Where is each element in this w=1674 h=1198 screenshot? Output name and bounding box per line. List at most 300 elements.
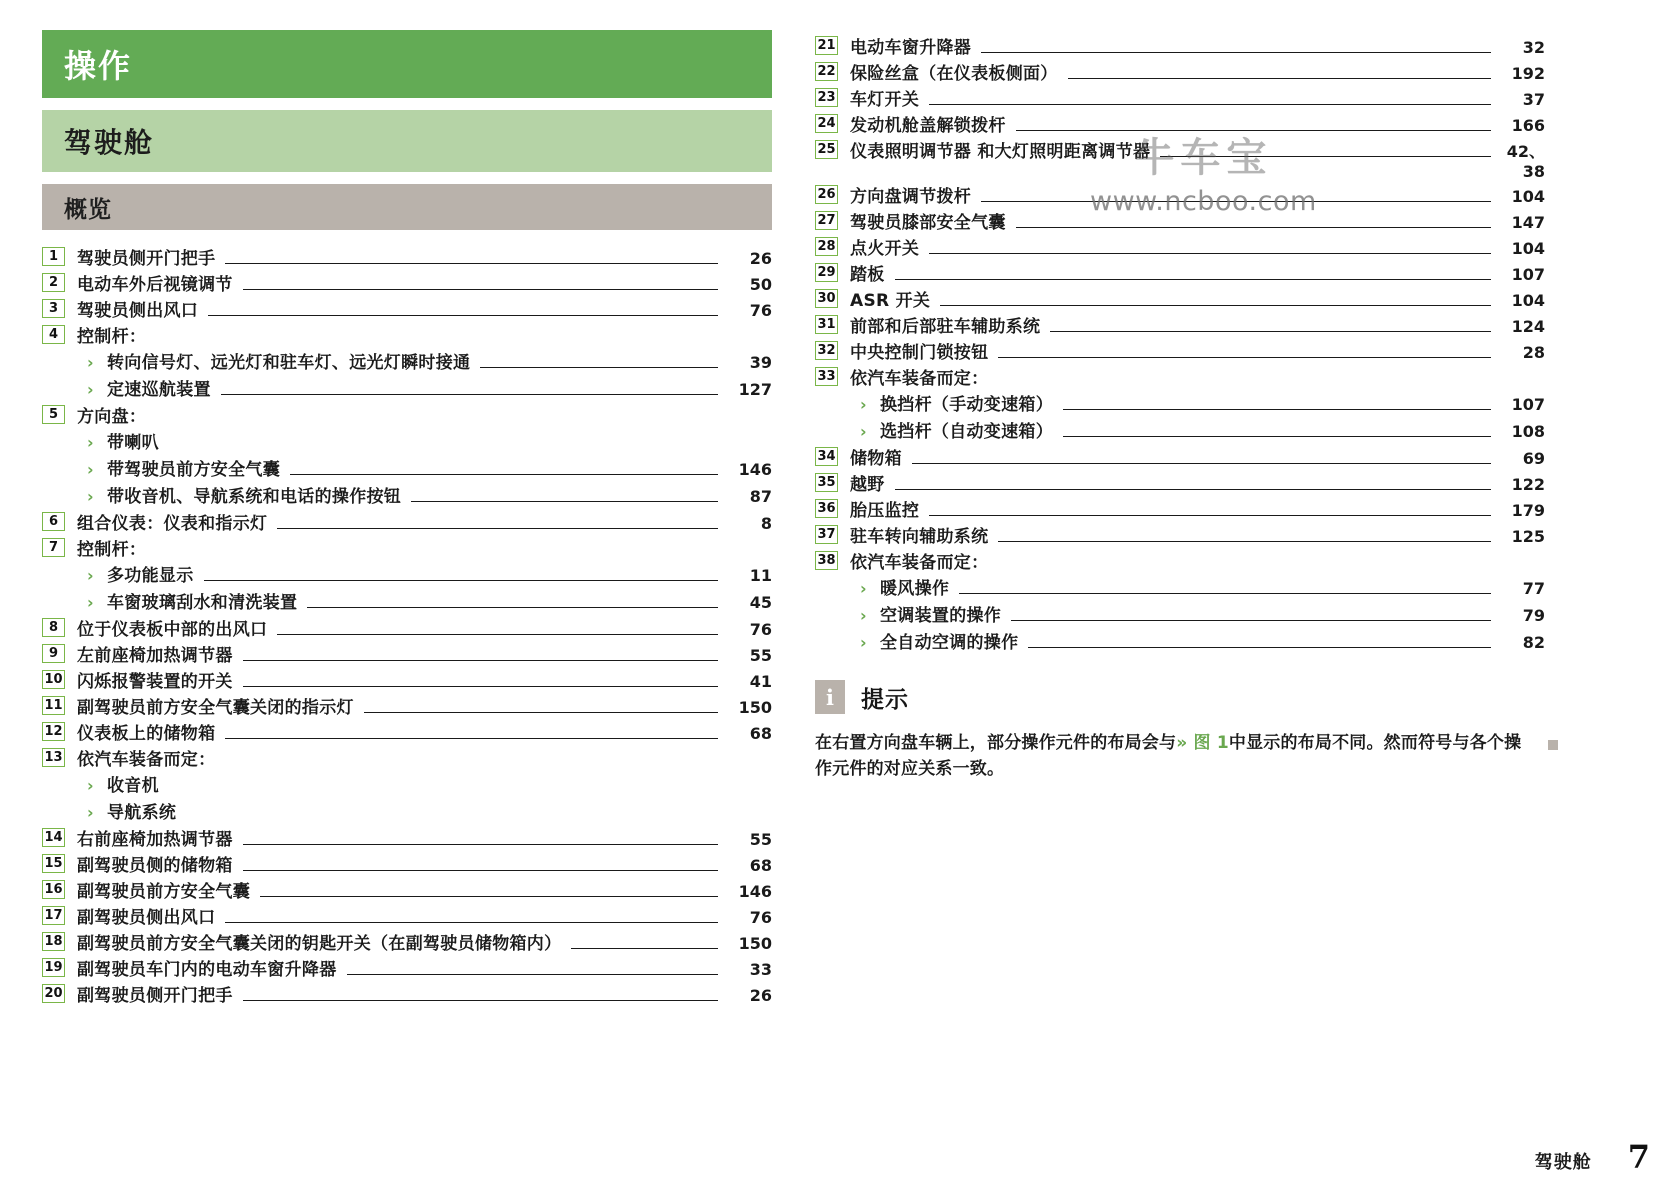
leader-line [225, 263, 718, 264]
toc-entry-label: 方向盘调节拨杆 [850, 187, 972, 207]
toc-entry[interactable] [815, 85, 1545, 110]
entry-number-box: 35 [815, 473, 838, 492]
toc-entry-page-number: 76 [749, 908, 772, 927]
toc-entry[interactable] [815, 208, 1545, 233]
toc-entry[interactable] [42, 851, 772, 876]
toc-entry-body [87, 561, 772, 587]
entry-number-box: 19 [42, 958, 65, 977]
toc-entry-page-number: 150 [738, 934, 772, 953]
toc-entry-page-number: 55 [749, 830, 772, 849]
toc-entry-label: 副驾驶员前方安全气囊 [77, 882, 250, 902]
subsection-title: 概览 [64, 196, 112, 223]
toc-entry-page-number: 146 [738, 460, 772, 479]
info-icon: i [815, 680, 845, 714]
toc-entry-body [77, 929, 772, 954]
toc-entry-body [77, 509, 772, 534]
toc-entry[interactable] [42, 981, 772, 1006]
leader-line [243, 1000, 718, 1001]
entry-number-box: 17 [42, 906, 65, 925]
right-column [815, 33, 1545, 783]
footer-section-label: 驾驶舱 [1534, 1152, 1592, 1173]
leader-line [277, 528, 718, 529]
toc-entry-label: 控制杆： [77, 327, 147, 347]
toc-entry-page-number: 28 [1522, 343, 1545, 362]
watermark-url: www.ncboo.com [1090, 186, 1317, 217]
toc-entry-body [87, 428, 772, 454]
toc-entry[interactable] [815, 628, 1545, 654]
toc-entry-body [77, 667, 772, 692]
toc-entry-label: 导航系统 [107, 803, 177, 823]
entry-number-box: 31 [815, 315, 838, 334]
leader-line [208, 315, 718, 316]
toc-entry-label: 右前座椅加热调节器 [77, 830, 233, 850]
toc-entry-label: 依汽车装备而定： [77, 750, 216, 770]
entry-number-box: 12 [42, 722, 65, 741]
section-end-marker [1548, 740, 1558, 750]
toc-entry[interactable] [42, 745, 772, 770]
toc-entry-body [77, 641, 772, 666]
toc-entry-page-number: 68 [749, 856, 772, 875]
toc-entry-label: 越野 [850, 475, 885, 495]
entry-number-box: 16 [42, 880, 65, 899]
toc-entry[interactable] [815, 496, 1545, 521]
watermark-brand: 牛车宝 [1134, 135, 1273, 181]
leader-line [480, 367, 718, 368]
toc-entry-page-number: 146 [738, 882, 772, 901]
toc-entry-label: 副驾驶员前方安全气囊关闭的指示灯 [77, 698, 354, 718]
section-banner [42, 110, 772, 172]
chevron-right-icon: › [860, 579, 867, 598]
note-body [815, 730, 1527, 783]
toc-entry[interactable] [42, 375, 772, 401]
toc-entry-body [850, 208, 1545, 233]
leader-line [929, 253, 1491, 254]
toc-entry-page-number: 124 [1511, 317, 1545, 336]
toc-entry-label: 依汽车装备而定： [850, 369, 989, 389]
toc-entry-label: 多功能显示 [107, 566, 194, 586]
toc-entry-body [77, 903, 772, 928]
leader-line [225, 738, 718, 739]
leader-line [1011, 620, 1491, 621]
chevron-right-icon: › [860, 395, 867, 414]
leader-line [290, 474, 718, 475]
leader-line [571, 948, 718, 949]
toc-entry-body [77, 955, 772, 980]
toc-entry-label: 点火开关 [850, 239, 920, 259]
leader-line [1028, 647, 1491, 648]
figure-reference-link[interactable]: 图 1 [1193, 733, 1229, 753]
toc-entry[interactable] [42, 903, 772, 928]
entry-number-box: 2 [42, 273, 65, 292]
toc-entry[interactable] [815, 364, 1545, 389]
toc-entry-label: 驾驶员膝部安全气囊 [850, 213, 1006, 233]
leader-line [221, 394, 718, 395]
leader-line [411, 501, 718, 502]
toc-entry-page-number: 55 [749, 646, 772, 665]
entry-number-spacer [42, 351, 65, 370]
toc-entry-label: 位于仪表板中部的出风口 [77, 620, 268, 640]
toc-entry[interactable] [42, 825, 772, 850]
entry-number-spacer [42, 458, 65, 477]
toc-entry-body [850, 85, 1545, 110]
toc-entry-body [850, 470, 1545, 495]
toc-entry-page-number: 76 [749, 620, 772, 639]
leader-line [277, 634, 718, 635]
leader-line [243, 660, 718, 661]
toc-entry[interactable] [815, 390, 1545, 416]
toc-entry-label: 踏板 [850, 265, 885, 285]
entry-number-box: 21 [815, 36, 838, 55]
toc-entry-body [850, 312, 1545, 337]
toc-entry-body [77, 244, 772, 269]
toc-entry-body [850, 286, 1545, 311]
toc-entry-label: 组合仪表：仪表和指示灯 [77, 514, 268, 534]
entry-number-spacer [815, 420, 838, 439]
leader-line [243, 289, 718, 290]
toc-entry-body [850, 137, 1545, 181]
leader-line [225, 922, 718, 923]
leader-line [1068, 78, 1491, 79]
chevron-right-icon: › [87, 803, 94, 822]
toc-entry[interactable] [42, 615, 772, 640]
entry-number-spacer [815, 604, 838, 623]
toc-entry-body [77, 981, 772, 1006]
toc-entry-body [77, 851, 772, 876]
leader-line [929, 104, 1491, 105]
toc-entry-label: 选挡杆（自动变速箱） [880, 422, 1053, 442]
toc-entry[interactable] [42, 509, 772, 534]
reference-arrow-icon: » [1176, 733, 1188, 753]
note-text-after: 中显示的布局不同。然而符号与各个操作元件的对应关系一致。 [815, 733, 1522, 780]
toc-entry-label: 储物箱 [850, 449, 902, 469]
leader-line [364, 712, 718, 713]
toc-entry-label: 胎压监控 [850, 501, 920, 521]
leader-line [186, 817, 718, 818]
toc-list-left [42, 244, 772, 1006]
section-title: 驾驶舱 [64, 126, 155, 159]
toc-entry[interactable] [815, 111, 1545, 136]
chevron-right-icon: › [87, 776, 94, 795]
toc-entry[interactable] [815, 33, 1545, 58]
toc-entry-body [77, 615, 772, 640]
entry-number-box: 13 [42, 748, 65, 767]
toc-entry[interactable] [42, 667, 772, 692]
toc-entry-page-number: 87 [749, 487, 772, 506]
leader-line [895, 489, 1491, 490]
toc-entry-page-number: 26 [749, 986, 772, 1005]
entry-number-box: 3 [42, 299, 65, 318]
entry-number-box: 11 [42, 696, 65, 715]
toc-entry[interactable] [815, 312, 1545, 337]
toc-entry-page-number: 45 [749, 593, 772, 612]
toc-entry-label: 暖风操作 [880, 579, 950, 599]
toc-entry-label: 带驾驶员前方安全气囊 [107, 460, 280, 480]
toc-entry-label: 仪表板上的储物箱 [77, 724, 216, 744]
toc-entry-page-number: 104 [1511, 291, 1545, 310]
leader-line [307, 607, 718, 608]
entry-number-box: 7 [42, 538, 65, 557]
leader-line [1160, 156, 1491, 157]
toc-entry[interactable] [42, 322, 772, 347]
toc-entry-body [850, 444, 1545, 469]
toc-entry-page-number: 104 [1511, 239, 1545, 258]
toc-entry[interactable] [815, 286, 1545, 311]
entry-number-spacer [815, 393, 838, 412]
toc-entry[interactable] [42, 482, 772, 508]
entry-number-box: 8 [42, 618, 65, 637]
toc-entry-body [87, 455, 772, 481]
toc-entry-page-number: 41 [749, 672, 772, 691]
toc-entry-label: 空调装置的操作 [880, 606, 1002, 626]
toc-entry-label: 副驾驶员侧开门把手 [77, 986, 233, 1006]
chapter-title: 操作 [64, 47, 133, 85]
toc-entry[interactable] [42, 641, 772, 666]
entry-number-spacer [42, 378, 65, 397]
toc-entry[interactable] [42, 588, 772, 614]
leader-line [243, 870, 718, 871]
toc-entry-label: 副驾驶员侧的储物箱 [77, 856, 233, 876]
chevron-right-icon: › [87, 433, 94, 452]
toc-entry-label: 转向信号灯、远光灯和驻车灯、远光灯瞬时接通 [107, 353, 471, 373]
subsection-banner [42, 184, 772, 230]
toc-entry-label: 收音机 [107, 776, 159, 796]
leader-line [225, 764, 718, 765]
toc-entry-label: 依汽车装备而定： [850, 553, 989, 573]
toc-entry-body [860, 417, 1545, 443]
leader-line [169, 790, 718, 791]
toc-entry-page-number: 192 [1511, 64, 1545, 83]
toc-entry[interactable] [815, 417, 1545, 443]
toc-entry-label: 车灯开关 [850, 90, 920, 110]
toc-entry-body [87, 348, 772, 374]
entry-number-box: 28 [815, 237, 838, 256]
toc-entry[interactable] [42, 455, 772, 481]
leader-line [243, 686, 718, 687]
toc-entry[interactable] [815, 601, 1545, 627]
leader-line [1063, 409, 1491, 410]
note-header [815, 680, 1545, 714]
entry-number-box: 24 [815, 114, 838, 133]
toc-entry[interactable] [42, 771, 772, 797]
entry-number-spacer [42, 431, 65, 450]
leader-line [998, 357, 1491, 358]
leader-line [156, 421, 718, 422]
toc-entry-body [77, 825, 772, 850]
toc-entry-body [850, 59, 1545, 84]
toc-entry-page-number: 68 [749, 724, 772, 743]
toc-entry[interactable] [815, 444, 1545, 469]
toc-entry-body [77, 719, 772, 744]
toc-entry-body [77, 322, 772, 347]
toc-entry[interactable] [815, 260, 1545, 285]
leader-line [347, 974, 719, 975]
toc-entry-page-number: 122 [1511, 475, 1545, 494]
leader-line [243, 844, 718, 845]
toc-entry-body [87, 771, 772, 797]
toc-entry[interactable] [815, 59, 1545, 84]
toc-entry-body [850, 522, 1545, 547]
toc-entry[interactable] [815, 470, 1545, 495]
entry-number-box: 6 [42, 512, 65, 531]
chevron-right-icon: › [87, 460, 94, 479]
toc-entry[interactable] [42, 244, 772, 269]
toc-entry-label: 副驾驶员车门内的电动车窗升降器 [77, 960, 337, 980]
note-block [815, 680, 1545, 783]
chevron-right-icon: › [860, 633, 867, 652]
toc-entry-label: 换挡杆（手动变速箱） [880, 395, 1053, 415]
toc-entry-body [860, 390, 1545, 416]
entry-number-box: 33 [815, 367, 838, 386]
entry-number-spacer [815, 577, 838, 596]
leader-line [998, 567, 1491, 568]
entry-number-box: 32 [815, 341, 838, 360]
toc-entry-page-number: 79 [1522, 606, 1545, 625]
toc-entry-label: 定速巡航装置 [107, 380, 211, 400]
entry-number-box: 34 [815, 447, 838, 466]
toc-entry[interactable] [42, 798, 772, 824]
toc-entry[interactable] [42, 348, 772, 374]
toc-entry-label: 发动机舱盖解锁拨杆 [850, 116, 1006, 136]
toc-entry[interactable] [42, 270, 772, 295]
note-title: 提示 [861, 686, 909, 713]
toc-entry-body [77, 270, 772, 295]
toc-entry-body [850, 182, 1545, 207]
toc-entry-page-number: 50 [749, 275, 772, 294]
toc-entry-page-number: 76 [749, 301, 772, 320]
entry-number-box: 5 [42, 405, 65, 424]
chevron-right-icon: › [860, 422, 867, 441]
toc-entry[interactable] [815, 137, 1545, 181]
entry-number-box: 9 [42, 644, 65, 663]
toc-entry-label: 保险丝盒（在仪表板侧面） [850, 64, 1058, 84]
toc-entry[interactable] [42, 693, 772, 718]
entry-number-box: 20 [42, 984, 65, 1003]
leader-line [981, 201, 1491, 202]
entry-number-box: 37 [815, 525, 838, 544]
toc-entry-label: 驾驶员侧出风口 [77, 301, 199, 321]
entry-number-box: 22 [815, 62, 838, 81]
entry-number-box: 15 [42, 854, 65, 873]
leader-line [981, 52, 1491, 53]
toc-entry[interactable] [42, 402, 772, 427]
entry-number-box: 1 [42, 247, 65, 266]
toc-entry-body [850, 260, 1545, 285]
entry-number-box: 4 [42, 325, 65, 344]
chevron-right-icon: › [87, 353, 94, 372]
entry-number-box: 18 [42, 932, 65, 951]
toc-entry-body [850, 496, 1545, 521]
entry-number-spacer [42, 564, 65, 583]
toc-entry-page-number: 107 [1511, 395, 1545, 414]
toc-entry-body [87, 482, 772, 508]
leader-line [959, 593, 1491, 594]
toc-entry[interactable] [42, 561, 772, 587]
toc-entry[interactable] [815, 522, 1545, 547]
toc-entry-label: 驾驶员侧开门把手 [77, 249, 216, 269]
toc-entry-label: 方向盘： [77, 407, 147, 427]
toc-entry-page-number: 108 [1511, 422, 1545, 441]
entry-number-box: 25 [815, 140, 838, 159]
toc-entry[interactable] [42, 535, 772, 560]
toc-entry-body [87, 375, 772, 401]
toc-entry-label: 全自动空调的操作 [880, 633, 1019, 653]
toc-entry[interactable] [815, 574, 1545, 600]
toc-entry-page-number: 150 [738, 698, 772, 717]
toc-entry[interactable] [42, 719, 772, 744]
toc-entry-body [860, 574, 1545, 600]
leader-line [156, 341, 718, 342]
leader-line [998, 383, 1491, 384]
toc-entry-body [850, 111, 1545, 136]
toc-entry-label: 带喇叭 [107, 433, 159, 453]
toc-entry-label: 前部和后部驻车辅助系统 [850, 317, 1041, 337]
toc-entry-body [77, 693, 772, 718]
toc-entry-page-number: 33 [749, 960, 772, 979]
toc-entry[interactable] [815, 234, 1545, 259]
entry-number-box: 27 [815, 211, 838, 230]
toc-entry-body [850, 234, 1545, 259]
leader-line [204, 580, 719, 581]
toc-entry-body [860, 628, 1545, 654]
entry-number-box: 36 [815, 499, 838, 518]
chevron-right-icon: › [87, 380, 94, 399]
toc-entry-body [77, 402, 772, 427]
toc-entry[interactable] [815, 338, 1545, 363]
toc-entry-label: 闪烁报警装置的开关 [77, 672, 233, 692]
toc-entry-page-number: 37 [1522, 90, 1545, 109]
toc-entry[interactable] [42, 296, 772, 321]
toc-entry-body [850, 338, 1545, 363]
footer-page-number: 7 [1627, 1138, 1650, 1176]
toc-entry-body [850, 548, 1545, 573]
toc-entry[interactable] [42, 955, 772, 980]
toc-entry-page-number: 147 [1511, 213, 1545, 232]
toc-entry[interactable] [815, 548, 1545, 573]
toc-entry-page-number: 42、38 [1506, 142, 1545, 181]
leader-line [1063, 436, 1491, 437]
toc-entry-body [87, 798, 772, 824]
toc-entry-body [860, 601, 1545, 627]
toc-entry-page-number: 39 [749, 353, 772, 372]
entry-number-spacer [42, 591, 65, 610]
toc-entry-body [850, 364, 1545, 389]
toc-entry-page-number: 82 [1522, 633, 1545, 652]
chevron-right-icon: › [87, 487, 94, 506]
entry-number-box: 14 [42, 828, 65, 847]
toc-entry-page-number: 127 [738, 380, 772, 399]
toc-entry-page-number: 11 [749, 566, 772, 585]
toc-entry-label: 左前座椅加热调节器 [77, 646, 233, 666]
toc-entry-page-number: 166 [1511, 116, 1545, 135]
toc-entry-page-number: 125 [1511, 527, 1545, 546]
chevron-right-icon: › [87, 566, 94, 585]
toc-entry-page-number: 69 [1522, 449, 1545, 468]
toc-entry-body [850, 33, 1545, 58]
toc-entry-page-number: 32 [1522, 38, 1545, 57]
chevron-right-icon: › [860, 606, 867, 625]
toc-entry-label: 副驾驶员侧出风口 [77, 908, 216, 928]
entry-number-box: 30 [815, 289, 838, 308]
toc-entry[interactable] [42, 929, 772, 954]
chevron-right-icon: › [87, 593, 94, 612]
toc-entry[interactable] [42, 877, 772, 902]
toc-entry-label: 驻车转向辅助系统 [850, 527, 989, 547]
entry-number-box: 38 [815, 551, 838, 570]
toc-entry-label: 仪表照明调节器 和大灯照明距离调节器 [850, 142, 1151, 162]
leader-line [895, 279, 1491, 280]
toc-entry[interactable] [42, 428, 772, 454]
toc-entry[interactable] [815, 182, 1545, 207]
